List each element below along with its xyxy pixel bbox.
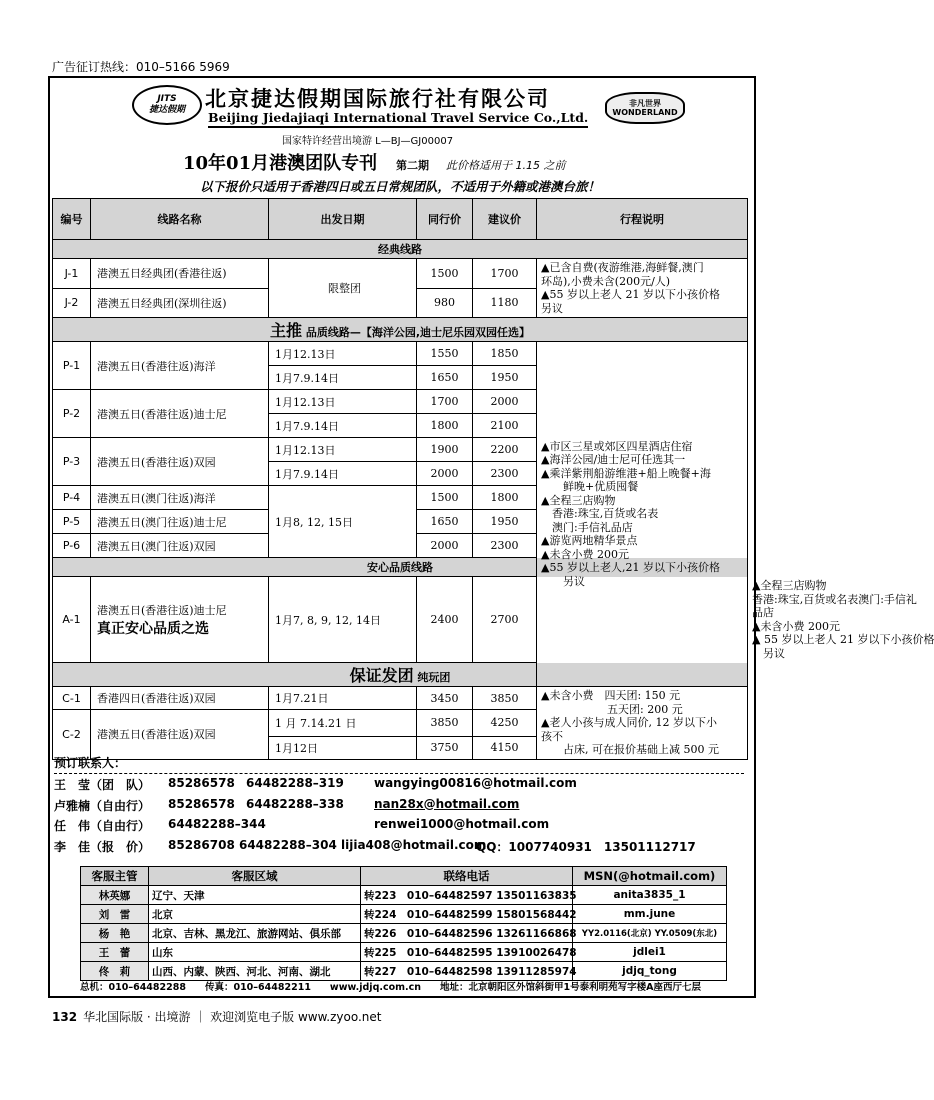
manager-name: 佟 莉 xyxy=(81,962,149,981)
route-code: J-1 xyxy=(53,259,91,289)
note-line: ▲已含自费(夜游维港,海鲜餐,澳门 xyxy=(541,261,704,274)
service-region: 山西、内蒙、陕西、河北、河南、湖北 xyxy=(149,962,361,981)
seal-subtext: WONDERLAND xyxy=(612,108,678,117)
retail-price: 2200 xyxy=(473,438,537,462)
route-name: 港澳五日经典团(香港往返) xyxy=(91,259,269,289)
ad-hotline: 广告征订热线：010–5166 5969 xyxy=(52,60,230,74)
section-premium xyxy=(53,318,748,342)
route-code: P-1 xyxy=(53,342,91,390)
header-itinerary: 行程说明 xyxy=(537,199,748,240)
contact-name: 卢雅楠（自由行） xyxy=(54,798,151,813)
route-code: P-5 xyxy=(53,510,91,534)
route-name: 港澳五日(香港往返)双园 xyxy=(91,438,269,486)
route-name: 港澳五日(澳门往返)海洋 xyxy=(91,486,269,510)
peer-price: 980 xyxy=(417,288,473,318)
service-msn: anita3835_1 xyxy=(573,886,727,905)
service-region: 北京、吉林、黑龙江、旅游网站、俱乐部 xyxy=(149,924,361,943)
note-line: 五天团: 200 元 xyxy=(541,702,683,716)
departure-date: 限整团 xyxy=(269,259,417,318)
route-code: P-2 xyxy=(53,390,91,438)
manager-name: 王 蕾 xyxy=(81,943,149,962)
booking-contacts xyxy=(54,754,748,856)
departure-date: 1月7, 8, 9, 12, 14日 xyxy=(269,577,417,663)
company-logo xyxy=(132,85,202,125)
section-highlight: 主推 xyxy=(269,321,302,340)
header-date: 出发日期 xyxy=(269,199,417,240)
departure-date: 1月7.9.14日 xyxy=(269,462,417,486)
peer-price: 3450 xyxy=(417,687,473,710)
departure-date: 1月7.9.14日 xyxy=(269,414,417,438)
note-line: ▲海洋公园/迪士尼可任选其一 xyxy=(541,453,686,467)
price-table xyxy=(52,198,934,760)
service-msn: mm.june xyxy=(573,905,727,924)
departure-date: 1月12.13日 xyxy=(269,438,417,462)
departure-date: 1月8, 12, 15日 xyxy=(269,486,417,558)
peer-price: 3850 xyxy=(417,710,473,737)
peer-price: 1900 xyxy=(417,438,473,462)
section-guaranteed xyxy=(53,663,748,687)
peer-price: 1500 xyxy=(417,486,473,510)
contact-name: 王 莹（团 队） xyxy=(54,778,151,792)
service-region: 山东 xyxy=(149,943,361,962)
itinerary-notes xyxy=(537,687,748,760)
service-row xyxy=(81,943,727,962)
table-row: A-1 港澳五日(香港往返)迪士尼 真正安心品质之选 1月7, 8, 9, 12, 14日 2400 2700 ▲全程三店购物 香港:珠宝,百货或名表澳门:手信礼 品店 ▲未含小费 200元 ▲ 55 岁以上老人 21 岁以下小孩价格 另议 xyxy=(53,577,748,663)
peer-price: 2000 xyxy=(417,462,473,486)
note-line: ▲游览两地精华景点 xyxy=(541,534,638,548)
retail-price: 1700 xyxy=(473,259,537,289)
contact-info: 85286708 64482288–304 lijia408@hotmail.com xyxy=(168,837,487,852)
itinerary-notes xyxy=(537,259,748,318)
header-region: 客服区域 xyxy=(149,867,361,886)
company-name-cn: 北京捷达假期国际旅行社有限公司 xyxy=(205,86,550,111)
departure-date: 1月12.13日 xyxy=(269,390,417,414)
peer-price: 1700 xyxy=(417,390,473,414)
price-validity: 此价格适用于 1.15 之前 xyxy=(446,159,566,172)
peer-price: 1650 xyxy=(417,366,473,390)
manager-name: 林英娜 xyxy=(81,886,149,905)
retail-price: 1180 xyxy=(473,288,537,318)
note-line: ▲全程三店购物 xyxy=(541,493,616,507)
retail-price: 2300 xyxy=(473,534,537,558)
header-manager: 客服主管 xyxy=(81,867,149,886)
contact-name: 任 伟（自由行） xyxy=(54,819,151,833)
service-msn: jdjq_tong xyxy=(573,962,727,981)
note-line: 澳门:手信礼品店 xyxy=(541,520,633,534)
contact-row xyxy=(54,836,748,857)
section-title: 品质线路—【海洋公园,迪士尼乐园双园任选】 xyxy=(305,326,531,339)
retail-price: 1850 xyxy=(473,342,537,366)
service-phone: 转224 010–64482599 15801568442 xyxy=(361,905,573,924)
contact-phone: 85286578 xyxy=(168,776,235,790)
note-line: ▲55 岁以上老人,21 岁以下小孩价格 xyxy=(541,561,720,575)
departure-date: 1月12.13日 xyxy=(269,342,417,366)
contact-email[interactable]: renwei1000@hotmail.com xyxy=(374,817,550,831)
route-name: 港澳五日(澳门往返)迪士尼 xyxy=(91,510,269,534)
retail-price: 4250 xyxy=(473,710,537,737)
note-line: ▲55 岁以上老人 21 岁以下小孩价格 xyxy=(541,288,720,301)
table-row xyxy=(53,342,748,366)
route-code: A-1 xyxy=(53,577,91,663)
note-line: ▲未含小费 四天团: 150 元 xyxy=(541,689,681,702)
company-name-en: Beijing Jiedajiaqi International Travel Service Co.,Ltd. xyxy=(208,110,588,128)
retail-price: 1800 xyxy=(473,486,537,510)
route-code: J-2 xyxy=(53,288,91,318)
retail-price: 2700 xyxy=(473,577,537,663)
wonderland-seal xyxy=(605,92,685,124)
service-region: 北京 xyxy=(149,905,361,924)
note-line: 香港:珠宝,百货或名表 xyxy=(541,507,659,521)
service-row xyxy=(81,962,727,981)
departure-date: 1月7.21日 xyxy=(269,687,417,710)
note-line: 孩不 xyxy=(541,729,563,743)
service-phone: 转223 010–64482597 13501163835 xyxy=(361,886,573,905)
route-name: 港澳五日(香港往返)迪士尼 xyxy=(91,390,269,438)
section-title: 安心品质线路 xyxy=(53,558,748,577)
service-msn: jdlei1 xyxy=(573,943,727,962)
header-peer-price: 同行价 xyxy=(417,199,473,240)
section-title: 经典线路 xyxy=(53,240,748,259)
departure-date: 1月12日 xyxy=(269,736,417,759)
service-row xyxy=(81,905,727,924)
section-title: 纯玩团 xyxy=(417,671,451,684)
issue-number: 第二期 xyxy=(396,159,429,172)
table-header-row xyxy=(53,199,748,240)
route-code: C-1 xyxy=(53,687,91,710)
retail-price: 2300 xyxy=(473,462,537,486)
contact-extension: 64482288–319 xyxy=(246,776,344,790)
service-row xyxy=(81,886,727,905)
service-phone: 转226 010–64482596 13261166868 xyxy=(361,924,573,943)
retail-price: 4150 xyxy=(473,736,537,759)
contacts-heading: 预订联系人： xyxy=(54,754,744,774)
manager-name: 刘 雷 xyxy=(81,905,149,924)
contact-name: 李 佳（报 价） xyxy=(54,839,151,854)
contact-phone: 85286578 xyxy=(168,796,235,811)
note-line: ▲老人小孩与成人同价, 12 岁以下小 xyxy=(541,716,717,729)
peer-price: 1650 xyxy=(417,510,473,534)
page-number: 132 xyxy=(52,1010,78,1024)
contact-row xyxy=(54,815,748,836)
route-name: 港澳五日经典团(深圳往返) xyxy=(91,288,269,318)
note-line: 另议 xyxy=(541,301,563,315)
contact-row xyxy=(54,774,748,795)
peer-price: 3750 xyxy=(417,736,473,759)
note-line: 环岛),小费未含(200元/人) xyxy=(541,274,671,288)
route-code: P-6 xyxy=(53,534,91,558)
retail-price: 2000 xyxy=(473,390,537,414)
route-code: C-2 xyxy=(53,710,91,760)
route-name: 港澳五日(香港往返)迪士尼 xyxy=(97,603,227,617)
header-code: 编号 xyxy=(53,199,91,240)
departure-date: 1月7.9.14日 xyxy=(269,366,417,390)
route-name: 香港四日(香港往返)双园 xyxy=(91,687,269,710)
page-title: 10年01月港澳团队专刊 xyxy=(183,153,378,174)
route-code: P-4 xyxy=(53,486,91,510)
service-header-row xyxy=(81,867,727,886)
table-row xyxy=(53,687,748,710)
itinerary-notes xyxy=(537,342,748,687)
footer-text: 华北国际版 · 出境游 ｜ 欢迎浏览电子版 www.zyoo.net xyxy=(83,1010,382,1024)
note-line: ▲乘洋紫荆船游维港+船上晚餐+海 xyxy=(541,466,711,480)
route-name: 港澳五日(香港往返)海洋 xyxy=(91,342,269,390)
license-number: 国家特许经营出境游 L—BJ—GJ00007 xyxy=(282,136,454,147)
peer-price: 1500 xyxy=(417,259,473,289)
logo-text: JITS xyxy=(157,94,177,104)
seal-text: 非凡世界 xyxy=(629,99,661,108)
contact-phone: 64482288–344 xyxy=(168,817,266,831)
contact-email[interactable]: nan28x@hotmail.com xyxy=(374,796,520,811)
retail-price: 3850 xyxy=(473,687,537,710)
table-row xyxy=(53,259,748,289)
route-name: 港澳五日(香港往返)双园 xyxy=(91,710,269,760)
route-code: P-3 xyxy=(53,438,91,486)
service-phone: 转227 010–64482598 13911285974 xyxy=(361,962,573,981)
header-retail-price: 建议价 xyxy=(473,199,537,240)
service-region: 辽宁、天津 xyxy=(149,886,361,905)
logo-subtext: 捷达假期 xyxy=(148,105,185,115)
note-line: 鲜晚+优质囤餐 xyxy=(541,480,639,494)
price-notice: 以下报价只适用于香港四日或五日常规团队，不适用于外籍或港澳台旅！ xyxy=(199,179,600,194)
contact-row xyxy=(54,795,748,816)
route-slogan: 真正安心品质之选 xyxy=(97,620,209,637)
manager-name: 杨 艳 xyxy=(81,924,149,943)
peer-price: 2400 xyxy=(417,577,473,663)
contact-email[interactable]: wangying00816@hotmail.com xyxy=(374,776,577,790)
section-highlight: 保证发团 xyxy=(349,666,414,685)
peer-price: 1800 xyxy=(417,414,473,438)
peer-price: 1550 xyxy=(417,342,473,366)
service-phone: 转225 010–64482595 13910026478 xyxy=(361,943,573,962)
section-classic xyxy=(53,240,748,259)
contact-qq: QQ：1007740931 13501112717 xyxy=(476,839,696,854)
retail-price: 2100 xyxy=(473,414,537,438)
note-line: ▲未含小费 200元 xyxy=(541,547,629,561)
header-msn: MSN(@hotmail.com) xyxy=(573,867,727,886)
service-msn: YY2.0116(北京) YY.0509(东北) xyxy=(573,924,727,943)
company-contact-line: 总机：010–64482288 传真：010–64482211 www.jdjq.com.cn 地址：北京朝阳区外馆斜街甲1号泰利明苑写字楼A座西厅七层 xyxy=(80,982,701,993)
note-line: 另议 xyxy=(541,574,585,588)
service-row xyxy=(81,924,727,943)
departure-date: 1 月 7.14.21 日 xyxy=(269,710,417,737)
retail-price: 1950 xyxy=(473,510,537,534)
note-line: ▲市区三星或郊区四星酒店住宿 xyxy=(541,439,693,453)
route-name: 港澳五日(澳门往返)双园 xyxy=(91,534,269,558)
peer-price: 2000 xyxy=(417,534,473,558)
retail-price: 1950 xyxy=(473,366,537,390)
header-phone: 联络电话 xyxy=(361,867,573,886)
service-table xyxy=(80,866,727,981)
note-line: 占床, 可在报价基础上减 500 元 xyxy=(541,743,719,756)
header-route: 线路名称 xyxy=(91,199,269,240)
page-footer xyxy=(52,1008,382,1025)
contact-extension: 64482288–338 xyxy=(246,796,344,811)
